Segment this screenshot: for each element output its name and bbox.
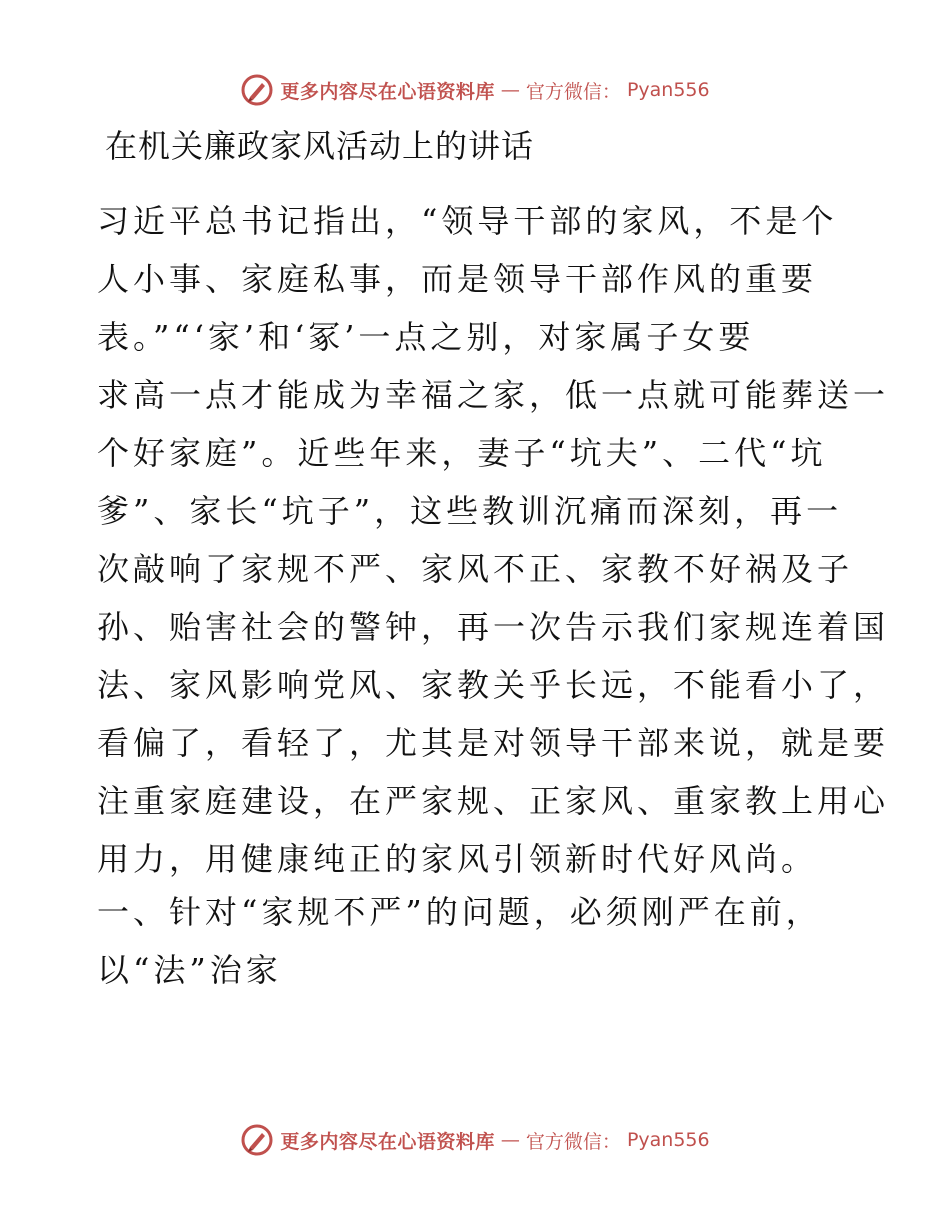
watermark-brand: 更多内容尽在心语资料库 [280, 1130, 495, 1153]
footer-watermark [0, 1120, 950, 1160]
watermark-id: Pyan556 [626, 1129, 710, 1151]
paragraph-line: 人小事、家庭私事，而是领导干部作风的重要 [97, 260, 818, 298]
watermark-brand: 更多内容尽在心语资料库 [280, 80, 495, 103]
paragraph-line: 孙、贻害社会的警钟，再一次告示我们家规连着国 [97, 608, 890, 646]
body-paragraph [97, 192, 890, 888]
paragraph-line: 个好家庭”。近些年来，妻子“坑夫”、二代“坑 [97, 434, 827, 472]
pen-logo-icon [240, 73, 274, 107]
heading-line: 以“法”治家 [97, 951, 282, 989]
paragraph-line: 看偏了，看轻了，尤其是对领导干部来说，就是要 [97, 724, 890, 762]
watermark-channel: 官方微信： [525, 1130, 621, 1153]
document-title: 在机关廉政家风活动上的讲话 [105, 127, 535, 165]
heading-line: 一、针对“家规不严”的问题，必须刚严在前， [97, 893, 822, 931]
paragraph-line: 用力，用健康纯正的家风引领新时代好风尚。 [97, 840, 818, 878]
watermark-channel: 官方微信： [525, 80, 621, 103]
watermark-dash: — [500, 79, 520, 101]
paragraph-line: 爹”、家长“坑子”，这些教训沉痛而深刻，再一 [97, 492, 843, 530]
paragraph-line: 次敲响了家规不严、家风不正、家教不好祸及子 [97, 550, 854, 588]
paragraph-line: 法、家风影响党风、家教关乎长远，不能看小了， [97, 666, 890, 704]
pen-logo-icon [240, 1123, 274, 1157]
paragraph-line: 习近平总书记指出，“领导干部的家风，不是个 [97, 202, 838, 240]
watermark-dash: — [500, 1129, 520, 1151]
paragraph-line: 表。”“‘家’和‘冢’一点之别，对家属子女要 [97, 318, 755, 356]
watermark-id: Pyan556 [626, 79, 710, 101]
paragraph-line: 求高一点才能成为幸福之家，低一点就可能葬送一 [97, 376, 890, 414]
section-heading [97, 883, 857, 999]
header-watermark [0, 70, 950, 110]
paragraph-line: 注重家庭建设，在严家规、正家风、重家教上用心 [97, 782, 890, 820]
